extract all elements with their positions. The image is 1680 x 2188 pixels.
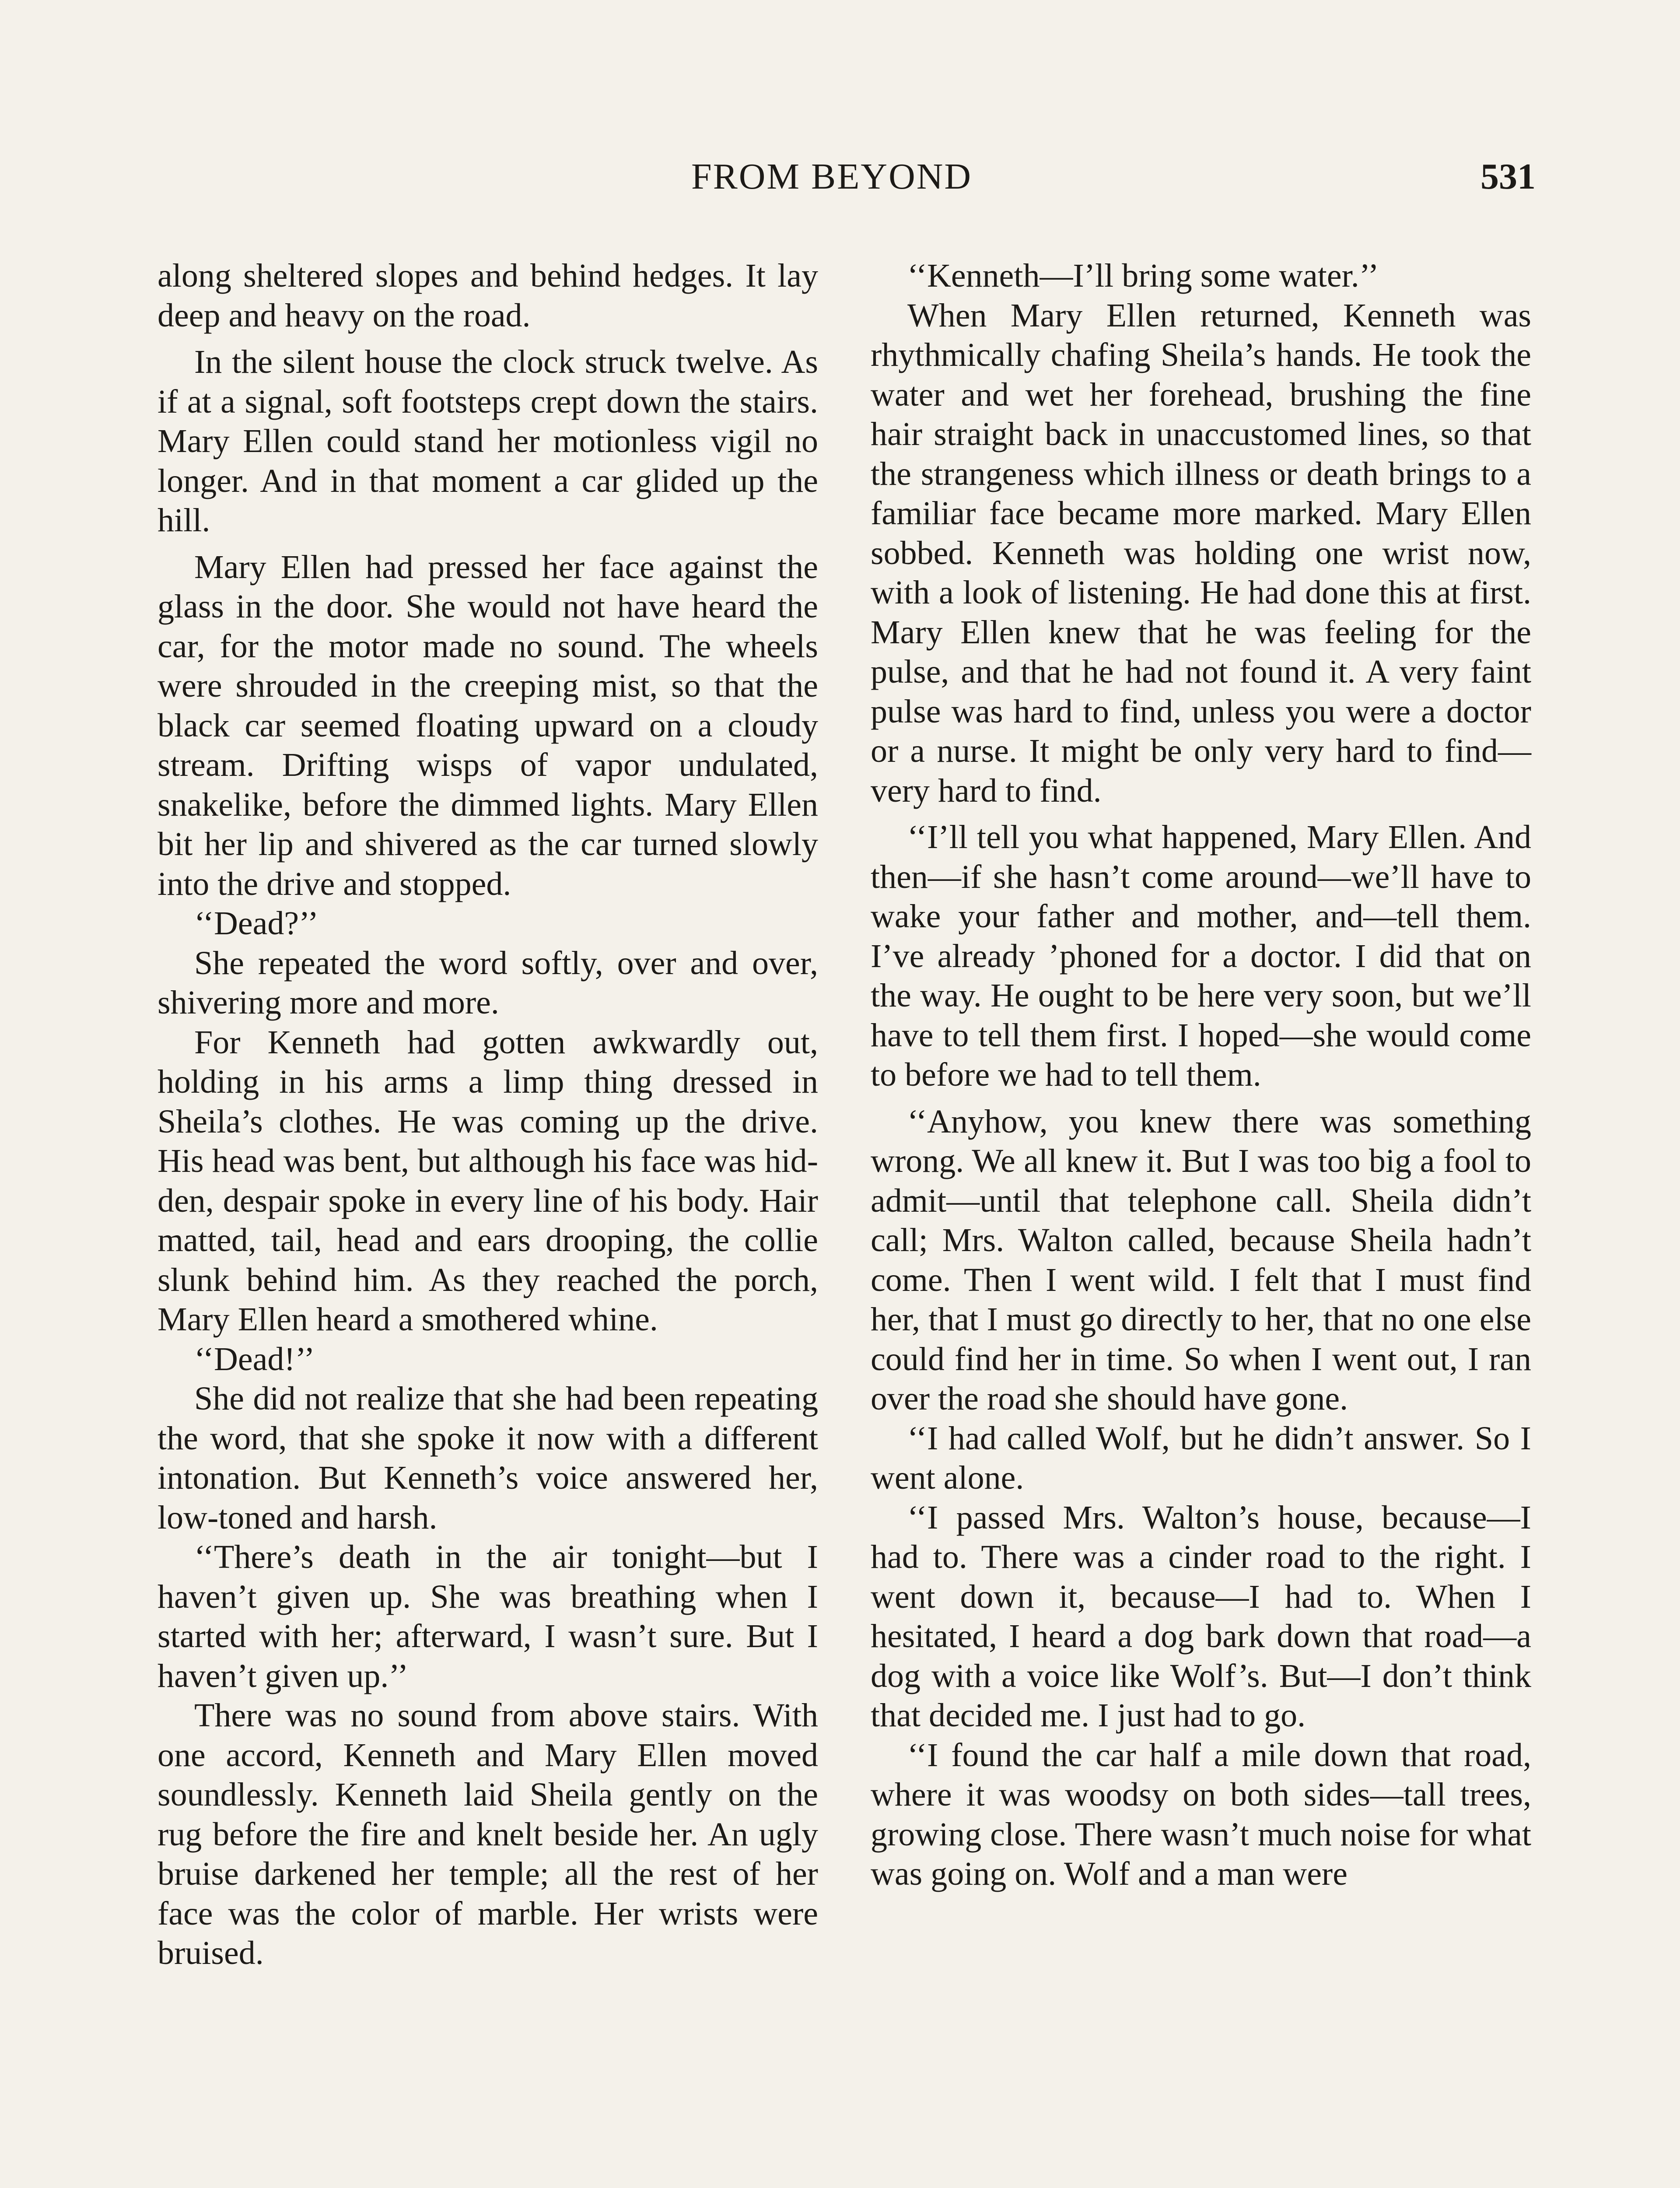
paragraph: ‘‘Kenneth—I’ll bring some water.’’ <box>907 257 1379 294</box>
paragraph: ‘‘There’s death in the air tonight—but I haven’t given up. She was breathing when I started with her; afterward, I wasn’t sure. But I haven’t given up.’’ <box>158 1539 818 1694</box>
running-title: FROM BEYOND <box>691 156 973 197</box>
paragraph: along sheltered slopes and behind hedges. It lay deep and heavy on the road. <box>158 257 818 334</box>
paragraph: When Mary Ellen returned, Kenneth was rhythmically chafing Sheila’s hands. He took the water and wet her forehead, brushing the fine hair straight back in unaccustomed lines, so that the strangeness which illness or death brings to a familiar face became more marked. Mary Ellen sobbed. Kenneth was holding one wrist now, with a look of listening. He had done this at first. Mary Ellen knew that he was feeling for the pulse, and that he had not found it. A very faint pulse was hard to find, unless you were a doctor or a nurse. It might be only very hard to find—very hard to find. <box>871 297 1531 809</box>
paragraph: She did not realize that she had been repeating the word, that she spoke it now with a different intonation. But Kenneth’s voice answered her, low-toned and harsh. <box>158 1380 818 1536</box>
left-column <box>158 256 818 1973</box>
paragraph: ‘‘I passed Mrs. Walton’s house, because—I had to. There was a cinder road to the right. I went down it, because—I had to. When I hesitated, I heard a dog bark down that road—a dog with a voice like Wolf’s. But—I don’t think that decided me. I just had to go. <box>871 1499 1531 1734</box>
paragraph: ‘‘Anyhow, you knew there was something wrong. We all knew it. But I was too big a fool to admit—until that telephone call. Sheila didn’t call; Mrs. Walton called, because Sheila hadn’t come. Then I went wild. I felt that I must find her, that I must go directly to her, that no one else could find her in time. So when I went out, I ran over the road she should have gone. <box>871 1103 1531 1417</box>
paragraph: In the silent house the clock struck twelve. As if at a signal, soft footsteps crept down the stairs. Mary Ellen could stand her motionless vigil no longer. And in that moment a car glided up the hill. <box>158 344 818 539</box>
paragraph: ‘‘I found the car half a mile down that road, where it was woodsy on both sides—tall trees, growing close. There wasn’t much noise for what was going on. Wolf and a man were <box>871 1736 1531 1892</box>
paragraph: There was no sound from above stairs. With one accord, Kenneth and Mary Ellen moved soundlessly. Kenneth laid Sheila gently on the rug before the fire and knelt beside her. An ugly bruise darkened her temple; all the rest of her face was the color of marble. Her wrists were bruised. <box>158 1697 818 1971</box>
paragraph: Mary Ellen had pressed her face against the glass in the door. She would not have heard the car, for the motor made no sound. The wheels were shrouded in the creeping mist, so that the black car seemed floating upward on a cloudy stream. Drifting wisps of vapor undulated, snakelike, before the dimmed lights. Mary Ellen bit her lip and shivered as the car turned slowly into the drive and stopped. <box>158 548 818 902</box>
paragraph: For Kenneth had gotten awkwardly out, holding in his arms a limp thing dressed in Sheila’s clothes. He was coming up the drive. His head was bent, but although his face was hidden, despair spoke in every line of his body. Hair matted, tail, head and ears drooping, the collie slunk behind him. As they reached the porch, Mary Ellen heard a smothered whine. <box>158 1024 818 1338</box>
paragraph: ‘‘I had called Wolf, but he didn’t answer. So I went alone. <box>871 1420 1531 1496</box>
paragraph: She repeated the word softly, over and over, shivering more and more. <box>158 944 818 1021</box>
page-number: 531 <box>1480 156 1536 197</box>
right-column <box>871 256 1531 1894</box>
paragraph: ‘‘I’ll tell you what happened, Mary Ellen. And then—if she hasn’t come around—we’ll have to wake your father and mother, and—tell them. I’ve already ’phoned for a doctor. I did that on the way. He ought to be here very soon, but we’ll have to tell them first. I hoped—she would come to before we had to tell them. <box>871 819 1531 1093</box>
paragraph: ‘‘Dead!’’ <box>194 1340 315 1378</box>
page-header <box>0 155 1680 208</box>
paragraph: ‘‘Dead?’’ <box>194 905 319 942</box>
